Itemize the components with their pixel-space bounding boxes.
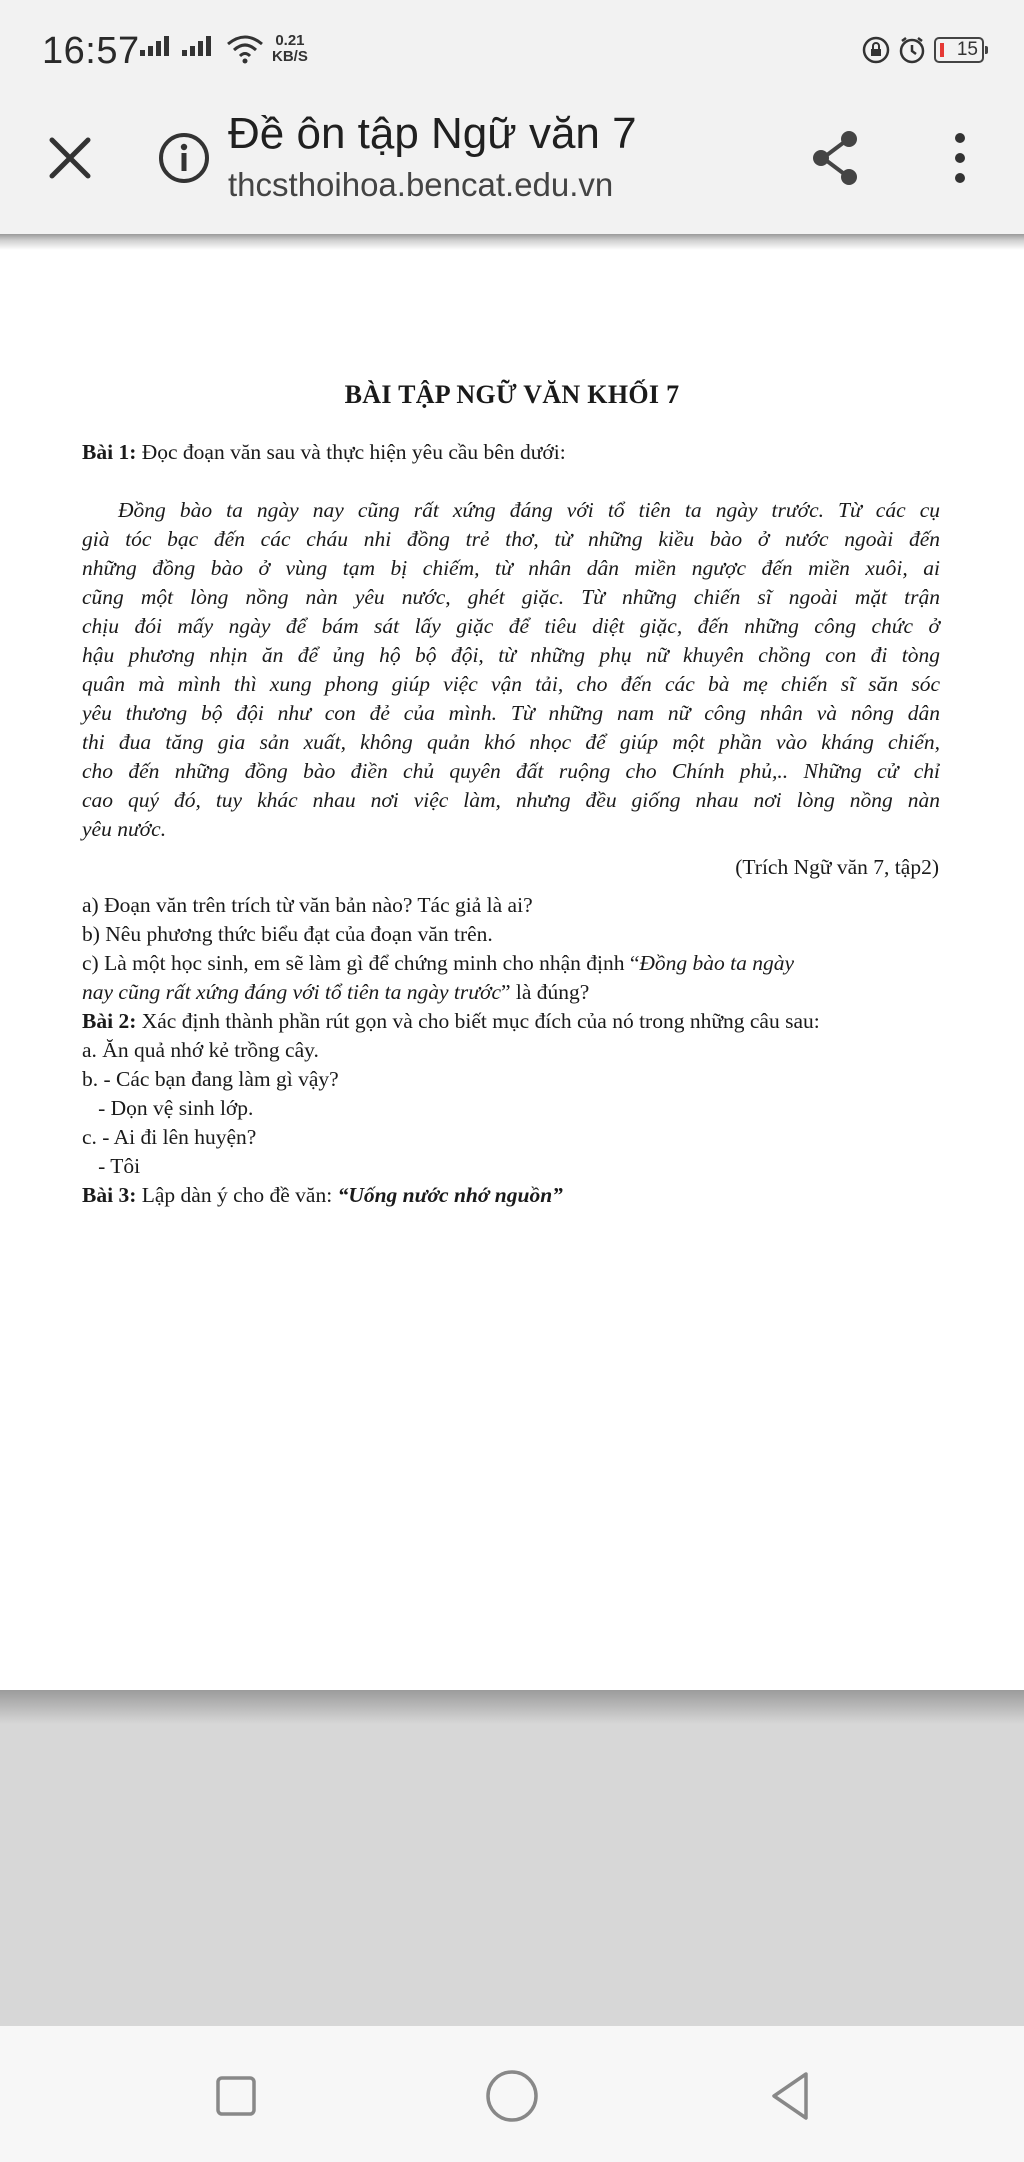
passage-line: Đồng bào ta ngày nay cũng rất xứng đáng với tổ tiên ta ngày trước. Từ các cụ <box>118 498 940 522</box>
passage-line: hậu phương nhịn ăn để ủng hộ bộ đội, từ những phụ nữ khuyên chồng con đi tòng <box>82 643 940 667</box>
question-c-end: ” là đúng? <box>501 980 590 1004</box>
page-bottom-shadow <box>0 1690 1024 1724</box>
battery-level: 15 <box>956 39 978 60</box>
more-menu-icon[interactable] <box>940 126 980 190</box>
document-heading: BÀI TẬP NGỮ VĂN KHỐI 7 <box>344 380 680 409</box>
lock-rotation-icon <box>862 36 890 64</box>
status-bar <box>0 0 1024 104</box>
passage-line: thi đua tăng gia sản xuất, không quản khó nhọc để giúp một phần vào kháng chiến, <box>82 730 940 754</box>
bai2-prompt: Xác định thành phần rút gọn và cho biết mục đích của nó trong những câu sau: <box>136 1009 820 1033</box>
passage-line: cũng một lòng nồng nàn yêu nước, ghét giặc. Từ những chiến sĩ ngoài mặt trận <box>82 585 940 609</box>
page-title: Đề ôn tập Ngữ văn 7 <box>228 109 637 158</box>
status-time: 16:57 <box>42 30 140 72</box>
battery-icon <box>934 37 984 63</box>
bai3-label: Bài 3: <box>82 1183 137 1207</box>
toolbar-shadow <box>0 234 1024 250</box>
status-right-icons <box>862 36 984 64</box>
passage-line: cao quý đó, tuy khác nhau nơi việc làm, nhưng đều giống nhau nơi lòng nồng nàn <box>82 788 940 812</box>
question-b: b) Nêu phương thức biểu đạt của đoạn văn trên. <box>82 922 493 946</box>
bai2-item: c. - Ai đi lên huyện? <box>82 1125 257 1149</box>
document-page <box>0 250 1024 1690</box>
signal-2-icon <box>182 36 214 56</box>
passage-line: cho đến những đồng bào điền chủ quyên đất ruộng cho Chính phủ,.. Những cử chỉ <box>82 759 940 783</box>
browser-toolbar <box>0 104 1024 234</box>
bai1-prompt: Đọc đoạn văn sau và thực hiện yêu cầu bên dưới: <box>136 440 566 464</box>
network-speed <box>272 33 308 65</box>
page-url: thcsthoihoa.bencat.edu.vn <box>228 166 614 203</box>
passage-line: chịu đói mấy ngày để bám sát lấy giặc để tiêu diệt giặc, đến những công chức ở <box>82 614 940 638</box>
wifi-icon <box>226 34 264 64</box>
network-speed-unit: KB/S <box>272 48 308 65</box>
question-c-line1 <box>82 951 794 976</box>
passage-line: già tóc bạc đến các cháu nhi đồng trẻ thơ, từ những kiều bào ở nước ngoài đến <box>82 527 940 551</box>
passage-line: yêu thương bộ đội như con đẻ của mình. Từ những nam nữ công nhân và nông dân <box>82 701 940 725</box>
bai2-item: - Dọn vệ sinh lớp. <box>82 1096 254 1120</box>
bai2-item: a. Ăn quả nhớ kẻ trồng cây. <box>82 1038 319 1062</box>
home-button[interactable] <box>482 2066 542 2126</box>
passage-line: quân mà mình thì xung phong giúp việc vận tải, cho đến các bà mẹ chiến sĩ săn sóc <box>82 672 940 696</box>
bai3-prompt: Lập dàn ý cho đề văn: <box>136 1183 338 1207</box>
info-icon[interactable] <box>156 130 212 186</box>
question-c-quote-1: Đồng bào ta ngày <box>639 951 795 975</box>
navigation-bar <box>0 2026 1024 2162</box>
alarm-icon <box>898 36 926 64</box>
question-a: a) Đoạn văn trên trích từ văn bản nào? Tác giả là ai? <box>82 893 533 917</box>
bai2-heading <box>82 1009 820 1034</box>
question-c-line2 <box>82 980 589 1005</box>
question-c-start: c) Là một học sinh, em sẽ làm gì để chứng minh cho nhận định “ <box>82 951 640 975</box>
passage-source: (Trích Ngữ văn 7, tập2) <box>735 855 939 879</box>
passage-line: những đồng bào ở vùng tạm bị chiếm, từ nhân dân miền ngược đến miền xuôi, ai <box>82 556 940 580</box>
passage-line-last: yêu nước. <box>82 817 167 841</box>
network-speed-value: 0.21 <box>275 32 305 49</box>
bai2-item: b. - Các bạn đang làm gì vậy? <box>82 1067 339 1091</box>
signal-1-icon <box>140 36 172 56</box>
bai2-label: Bài 2: <box>82 1009 137 1033</box>
bai3-topic: “Uống nước nhớ nguồn” <box>337 1183 563 1207</box>
close-button[interactable] <box>42 130 98 186</box>
recent-apps-button[interactable] <box>206 2066 266 2126</box>
back-button[interactable] <box>760 2066 820 2126</box>
bai2-item: - Tôi <box>82 1154 141 1178</box>
bai1-heading <box>82 440 566 465</box>
bai1-label: Bài 1: <box>82 440 137 464</box>
question-c-quote-2: nay cũng rất xứng đáng với tổ tiên ta ngày trước <box>82 980 501 1004</box>
share-icon[interactable] <box>805 126 869 190</box>
bai3-heading <box>82 1183 563 1208</box>
